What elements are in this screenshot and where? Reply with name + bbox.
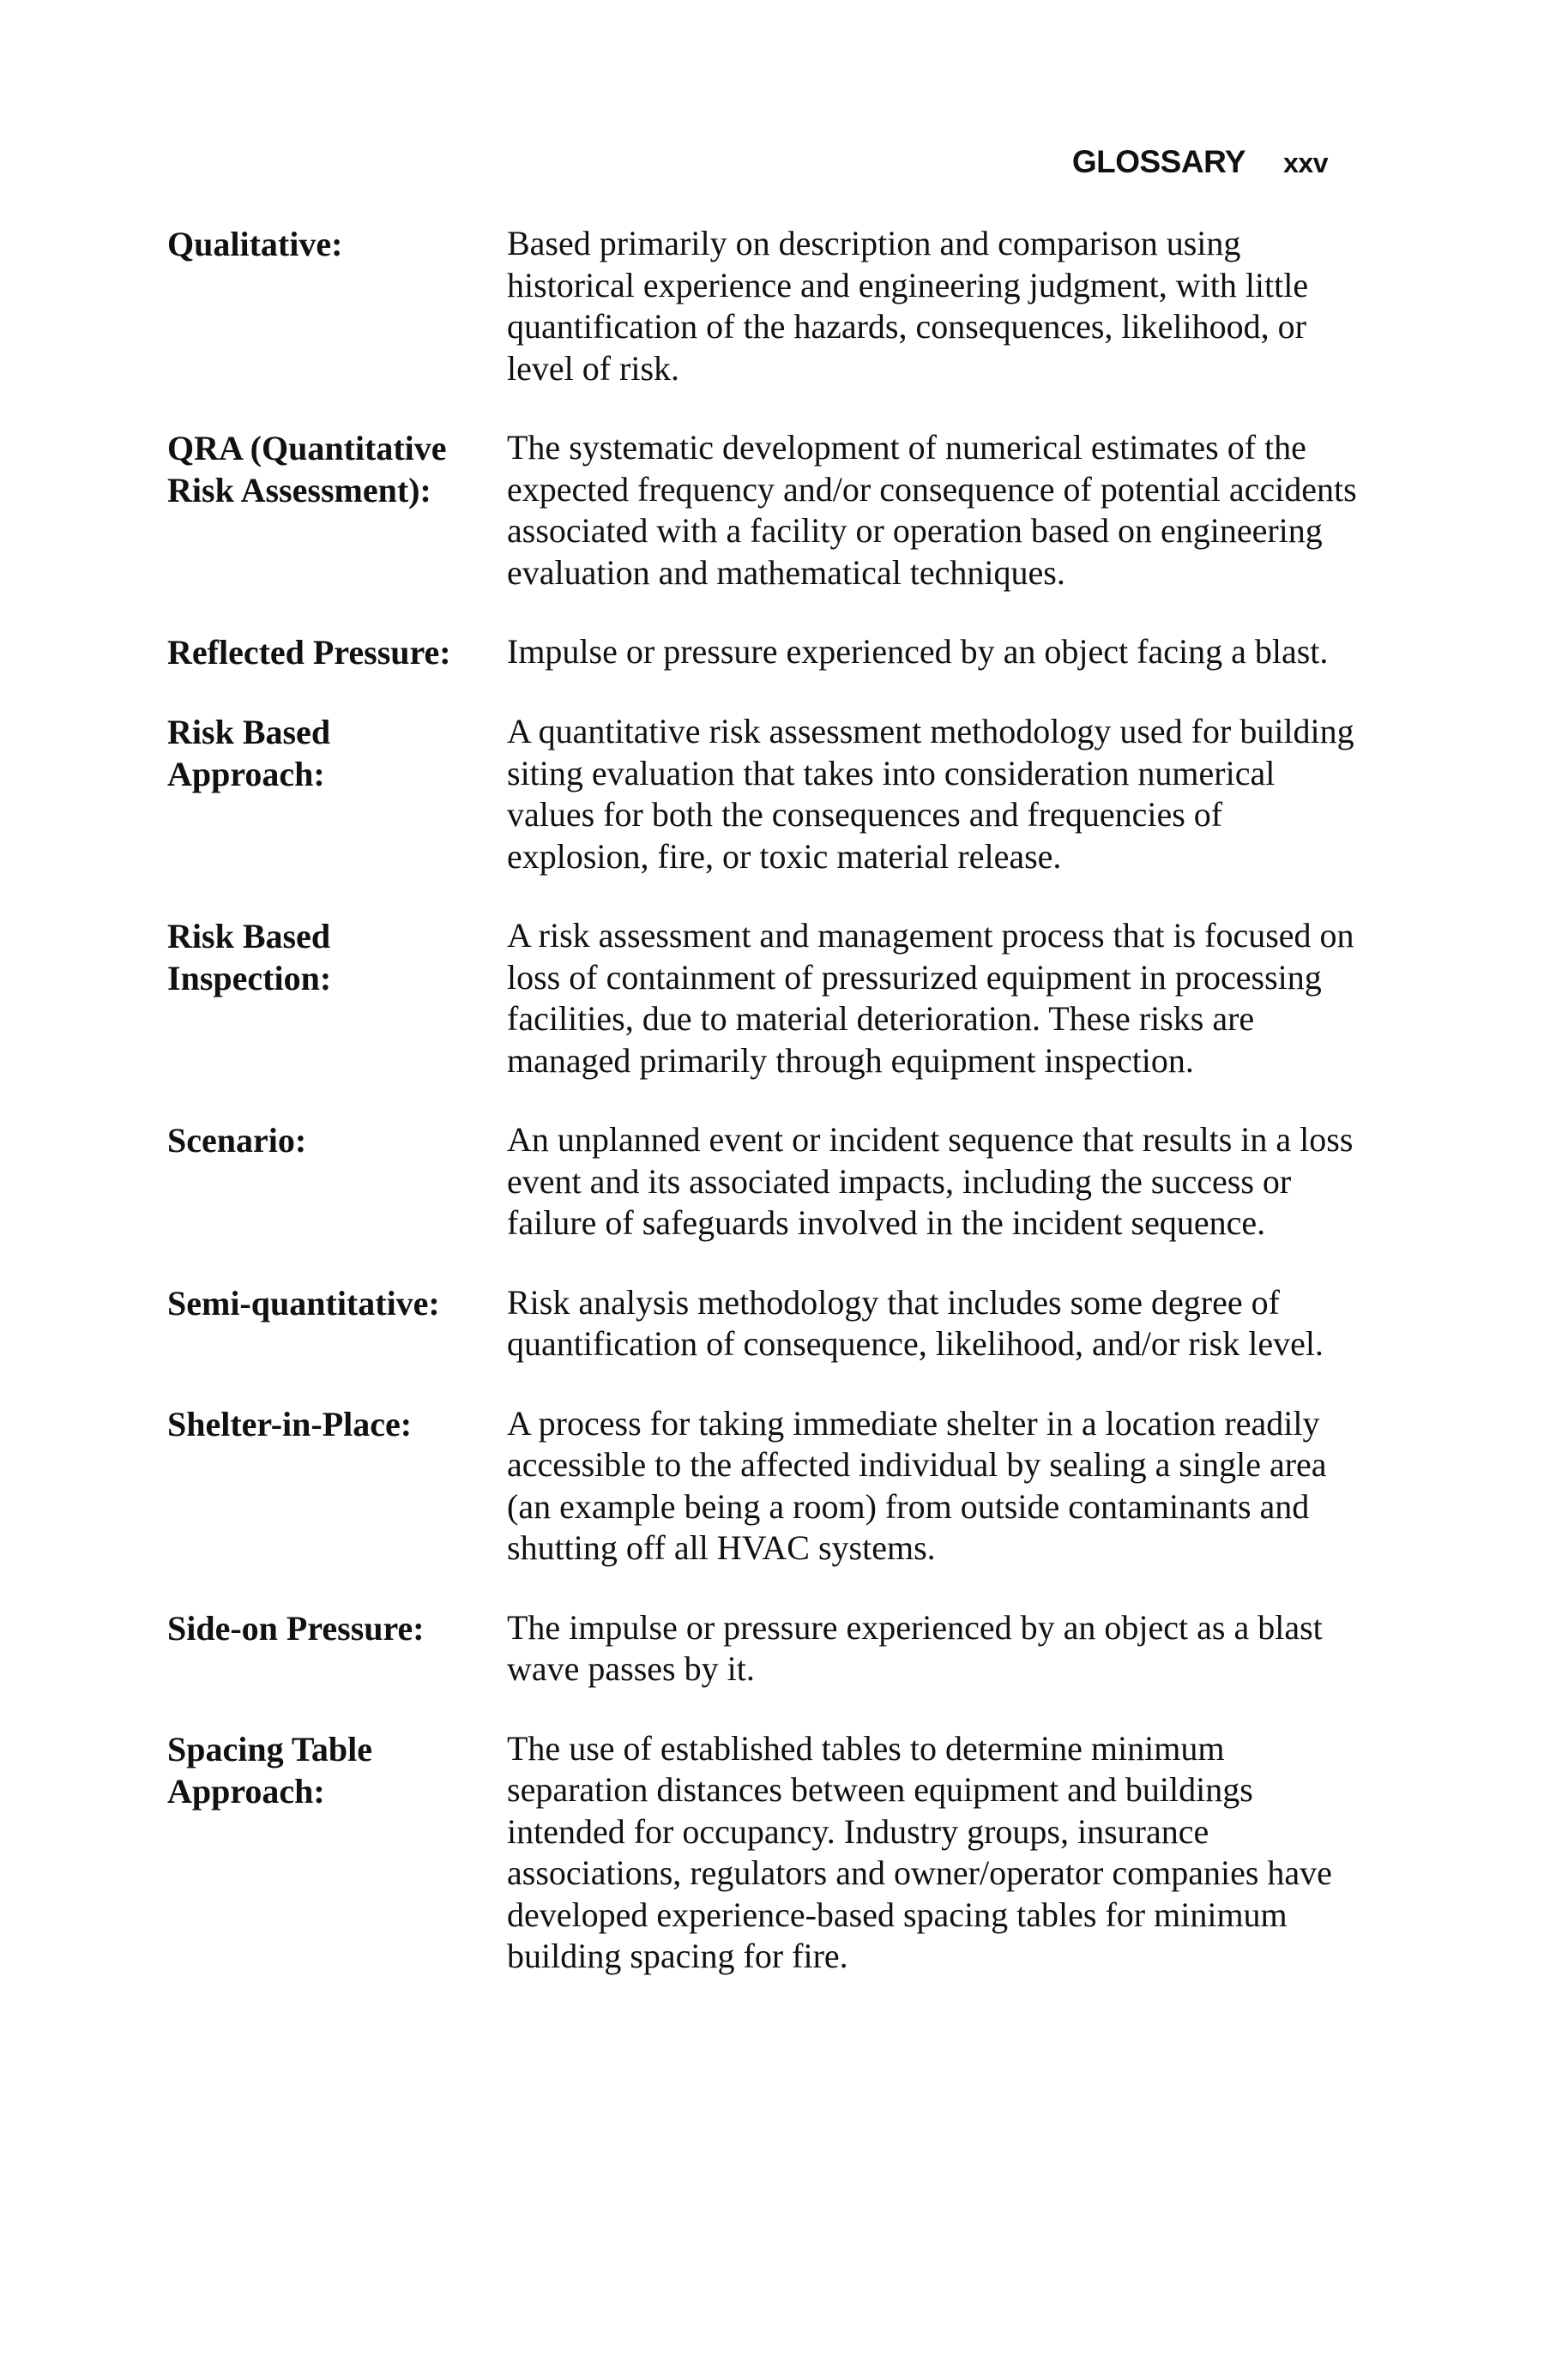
glossary-entry-shelter-in-place (167, 1403, 1360, 1570)
section-title: GLOSSARY (1071, 144, 1246, 179)
glossary-term: Scenario: (167, 1121, 307, 1160)
glossary-term: Semi-quantitative: (167, 1283, 440, 1323)
glossary-term: QRA (Quantitative Risk Assessment): (167, 429, 447, 509)
glossary-definition: An unplanned event or incident sequence that results in a loss event and its associated impacts, including the success or failure of safeguards involved in the incident sequence. (507, 1120, 1354, 1242)
glossary-list (167, 223, 1360, 2015)
glossary-entry-risk-based-approach (167, 711, 1360, 877)
glossary-definition: The impulse or pressure experienced by an object as a blast wave passes by it. (507, 1607, 1323, 1688)
glossary-entry-risk-based-inspection (167, 915, 1360, 1082)
glossary-term: Shelter-in-Place: (167, 1404, 413, 1443)
glossary-term: Risk Based Approach: (167, 713, 331, 793)
glossary-term: Qualitative: (167, 225, 343, 263)
glossary-definition: Based primarily on description and comparison using historical experience and engineering judgment, with little quantification of the hazards, consequences, likelihood, or level of risk. (507, 224, 1309, 388)
glossary-term: Spacing Table Approach: (167, 1729, 373, 1811)
glossary-entry-qualitative (167, 223, 1360, 389)
page-number: xxv (1283, 148, 1328, 178)
glossary-definition: The systematic development of numerical estimates of the expected frequency and/or consequence of potential accidents associated with a facility or operation based on engineering evaluation and mathematical techniques. (507, 428, 1357, 592)
glossary-definition: A risk assessment and management process that is focused on loss of containment of pressurized equipment in processing facilities, due to material deterioration. These risks are managed primarily through equipment inspection. (507, 916, 1354, 1080)
glossary-entry-side-on-pressure (167, 1607, 1360, 1690)
glossary-definition: A quantitative risk assessment methodology used for building siting evaluation that takes into consideration numerical values for both the consequences and frequencies of explosion, fire, or toxic material release. (507, 712, 1354, 876)
glossary-entry-qra (167, 427, 1360, 593)
glossary-entry-semi-quantitative (167, 1282, 1360, 1365)
glossary-term: Risk Based Inspection: (167, 917, 332, 997)
glossary-definition: Risk analysis methodology that includes some degree of quantification of consequence, likelihood, and/or risk level. (507, 1282, 1324, 1363)
glossary-term: Reflected Pressure: (167, 633, 451, 672)
glossary-entry-spacing-table-approach (167, 1728, 1360, 1978)
glossary-definition: Impulse or pressure experienced by an object facing a blast. (507, 632, 1329, 671)
glossary-entry-reflected-pressure (167, 631, 1360, 673)
glossary-definition: A process for taking immediate shelter in a location readily accessible to the affected individual by sealing a single area (an example being a room) from outside contaminants and shutting off all HVAC systems. (507, 1403, 1327, 1567)
glossary-definition: The use of established tables to determine minimum separation distances between equipment and buildings intended for occupancy. Industry groups, insurance associations, regulators and owner/operator companies have developed experience-based spacing tables for minimum building spacing for fire. (507, 1728, 1332, 1975)
running-header (1072, 144, 1328, 180)
glossary-term: Side-on Pressure: (167, 1608, 425, 1648)
glossary-entry-scenario (167, 1119, 1360, 1244)
